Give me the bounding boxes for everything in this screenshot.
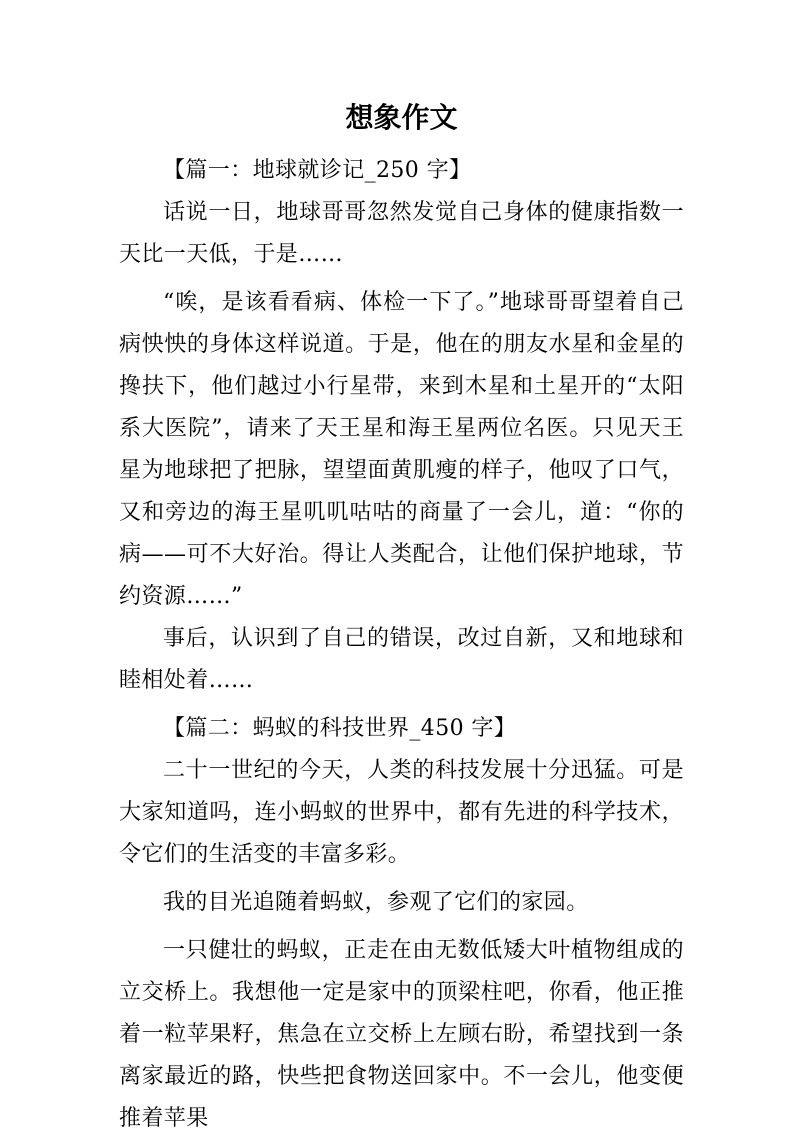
- paragraph: 我的目光追随着蚂蚁，参观了它们的家园。: [163, 890, 589, 915]
- section-heading: 【篇一：地球就诊记_250 字】: [163, 158, 472, 183]
- section-2: [119, 708, 684, 1140]
- section-1: [119, 150, 684, 702]
- paragraph: 一只健壮的蚂蚁，正走在由无数低矮大叶植物组成的立交桥上。我想他一定是家中的顶梁柱吧，你看，他正推着一粒苹果籽，焦急在立交桥上左顾右盼，希望找到一条离家最近的路，快些把食物送回家中。不一会儿，他变便推着苹果: [119, 938, 684, 1131]
- paragraph: 二十一世纪的今天，人类的科技发展十分迅猛。可是大家知道吗，连小蚂蚁的世界中，都有先进的科学技术，令它们的生活变的丰富多彩。: [119, 758, 684, 867]
- document-title: 想象作文: [345, 101, 458, 134]
- document-page: [119, 88, 684, 1140]
- paragraph: “唉，是该看看病、体检一下了。”地球哥哥望着自己病怏怏的身体这样说道。于是，他在的朋友水星和金星的搀扶下，他们越过小行星带，来到木星和土星开的“太阳系大医院”，请来了天王星和海王星两位名医。只见天王星为地球把了把脉，望望面黄肌瘦的样子，他叹了口气，又和旁边的海王星叽叽咕咕的商量了一会儿，道：“你的病——可不大好治。得让人类配合，让他们保护地球，节约资源……”: [119, 290, 684, 609]
- paragraph: 话说一日，地球哥哥忽然发觉自己身体的健康指数一天比一天低，于是……: [119, 200, 684, 267]
- paragraph: 事后，认识到了自己的错误，改过自新，又和地球和睦相处着……: [119, 626, 684, 693]
- section-heading: 【篇二：蚂蚁的科技世界_450 字】: [163, 716, 517, 741]
